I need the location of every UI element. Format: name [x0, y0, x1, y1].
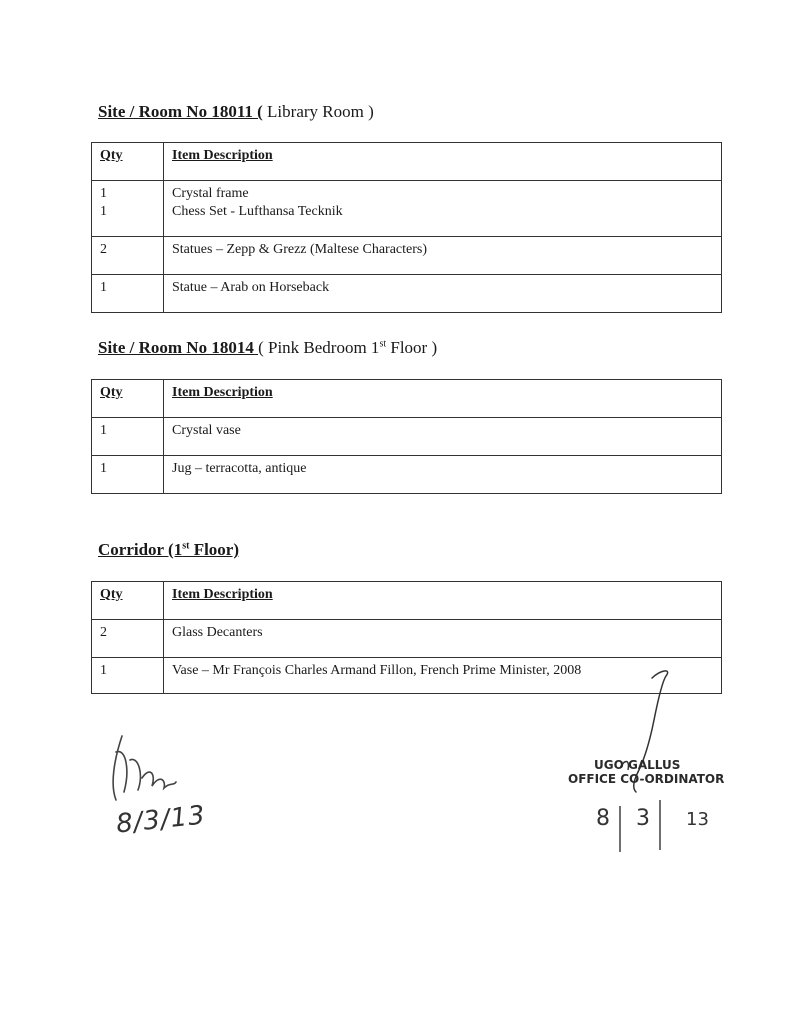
- qty-cell: 1: [92, 418, 164, 456]
- section-heading-library-room: [98, 102, 374, 122]
- heading-corridor: [98, 540, 239, 559]
- column-header-qty: Qty: [92, 143, 164, 181]
- description-cell: Statues – Zepp & Grezz (Maltese Characters): [164, 237, 722, 275]
- table-row: [92, 456, 722, 494]
- heading-site-room: Site / Room No 18011 (: [98, 102, 263, 121]
- inventory-table-pink-bedroom: [91, 379, 722, 494]
- qty-cell: 1: [92, 658, 164, 694]
- qty-value: 1: [100, 204, 107, 219]
- qty-cell: 2: [92, 620, 164, 658]
- column-header-description: Item Description: [164, 380, 722, 418]
- date-day: 8: [596, 806, 610, 831]
- signature-left-date: 8/3/13: [114, 800, 208, 840]
- table-header-row: [92, 582, 722, 620]
- date-month: 3: [636, 806, 650, 831]
- date-year: 13: [686, 809, 709, 830]
- description-cell: Vase – Mr François Charles Armand Fillon, French Prime Minister, 2008: [164, 658, 722, 694]
- stamp-name: UGO GALLUS: [594, 758, 681, 772]
- heading-site-room: Site / Room No 18014: [98, 338, 259, 357]
- table-row: [92, 418, 722, 456]
- qty-cell: [92, 181, 164, 237]
- heading-room-name: Library Room ): [262, 102, 374, 121]
- table-row: [92, 275, 722, 313]
- table-row: [92, 620, 722, 658]
- section-heading-corridor: [98, 540, 239, 560]
- signature-right-date: [596, 806, 709, 831]
- description-cell: [164, 181, 722, 237]
- description-value: Chess Set - Lufthansa Tecknik: [172, 204, 343, 219]
- heading-corridor-end: Floor): [189, 540, 240, 559]
- qty-cell: 2: [92, 237, 164, 275]
- heading-room-name: ( Pink Bedroom 1: [258, 338, 380, 357]
- heading-superscript: st: [379, 338, 387, 350]
- table-row: [92, 237, 722, 275]
- heading-corridor-text: Corridor (1: [98, 540, 183, 559]
- qty-cell: 1: [92, 275, 164, 313]
- description-cell: Crystal vase: [164, 418, 722, 456]
- description-cell: Jug – terracotta, antique: [164, 456, 722, 494]
- stamp-title: OFFICE CO-ORDINATOR: [568, 772, 725, 786]
- qty-cell: 1: [92, 456, 164, 494]
- description-cell: Statue – Arab on Horseback: [164, 275, 722, 313]
- column-header-qty: Qty: [92, 380, 164, 418]
- table-header-row: [92, 143, 722, 181]
- heading-superscript: st: [182, 540, 190, 552]
- description-cell: Glass Decanters: [164, 620, 722, 658]
- heading-room-name-end: Floor ): [386, 338, 438, 357]
- table-row: [92, 181, 722, 237]
- description-value: Crystal frame: [172, 186, 249, 201]
- column-header-description: Item Description: [164, 143, 722, 181]
- qty-value: 1: [100, 186, 107, 201]
- section-heading-pink-bedroom: [98, 338, 437, 358]
- office-stamp: [568, 758, 724, 786]
- column-header-description: Item Description: [164, 582, 722, 620]
- inventory-table-library-room: [91, 142, 722, 313]
- table-header-row: [92, 380, 722, 418]
- column-header-qty: Qty: [92, 582, 164, 620]
